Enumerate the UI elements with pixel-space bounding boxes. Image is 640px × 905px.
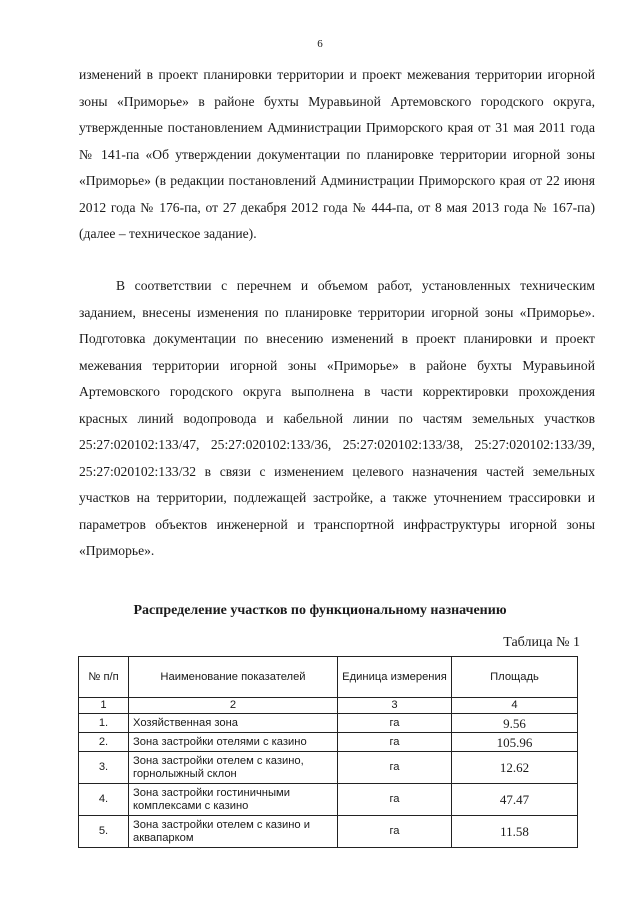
row-unit: га — [338, 733, 452, 752]
table-label: Таблица № 1 — [503, 635, 580, 650]
row-name: Зона застройки отелями с казино — [129, 733, 338, 752]
row-area: 47.47 — [452, 784, 578, 816]
table-header-row — [79, 657, 578, 698]
row-unit: га — [338, 752, 452, 784]
column-number: 2 — [129, 698, 338, 714]
row-unit: га — [338, 784, 452, 816]
row-num: 4. — [79, 784, 129, 816]
section-title: Распределение участков по функциональному назначению — [133, 603, 507, 618]
column-number: 4 — [452, 698, 578, 714]
table-row — [79, 784, 578, 816]
row-num: 2. — [79, 733, 129, 752]
header-area: Площадь — [452, 657, 578, 698]
row-area: 11.58 — [452, 816, 578, 848]
table-row — [79, 714, 578, 733]
row-name: Зона застройки гостиничными комплексами с казино — [129, 784, 338, 816]
row-name: Хозяйственная зона — [129, 714, 338, 733]
distribution-table — [78, 656, 578, 848]
column-number-row — [79, 698, 578, 714]
row-num: 5. — [79, 816, 129, 848]
row-unit: га — [338, 816, 452, 848]
row-area: 9.56 — [452, 714, 578, 733]
row-area: 12.62 — [452, 752, 578, 784]
paragraph-1: изменений в проект планировки территории и проект межевания территории игорной зоны «Приморье» в районе бухты Муравьиной Артемовского городского округа, утвержденные постановлением Администрации Приморского края от 31 мая 2011 года № 141-па «Об утверждении документации по планировке территории игорной зоны «Приморье» (в редакции постановлений Администрации Приморского края от 22 июня 2012 года № 176-па, от 27 декабря 2012 года № 444-па, от 8 мая 2013 года № 167-па) (далее – техническое задание). — [79, 67, 595, 241]
row-unit: га — [338, 714, 452, 733]
table-row — [79, 733, 578, 752]
row-area: 105.96 — [452, 733, 578, 752]
header-num: № п/п — [79, 657, 129, 698]
header-unit: Единица измерения — [338, 657, 452, 698]
column-number: 1 — [79, 698, 129, 714]
paragraph-2: В соответствии с перечнем и объемом работ, установленных техническим заданием, внесены изменения по планировке территории игорной зоны «Приморье». Подготовка документации по внесению изменений в проект планировки и проект межевания территории игорной зоны «Приморье» в районе бухты Муравьиной Артемовского городского округа выполнена в части корректировки прохождения красных линий водопровода и кабельной линии по частям земельных участков 25:27:020102:133/47, 25:27:020102:133/36, 25:27:020102:133/38, 25:27:020102:133/39, 25:27:020102:133/32 в связи с изменением целевого назначения частей земельных участков на территории, подлежащей застройке, а также уточнением трассировки и параметров объектов инженерной и транспортной инфраструктуры игорной зоны «Приморье». — [79, 278, 595, 558]
table-row — [79, 816, 578, 848]
column-number: 3 — [338, 698, 452, 714]
row-num: 3. — [79, 752, 129, 784]
row-num: 1. — [79, 714, 129, 733]
table-row — [79, 752, 578, 784]
header-name: Наименование показателей — [129, 657, 338, 698]
row-name: Зона застройки отелем с казино и аквапарком — [129, 816, 338, 848]
row-name: Зона застройки отелем с казино, горнолыжный склон — [129, 752, 338, 784]
page-number: 6 — [317, 38, 323, 50]
